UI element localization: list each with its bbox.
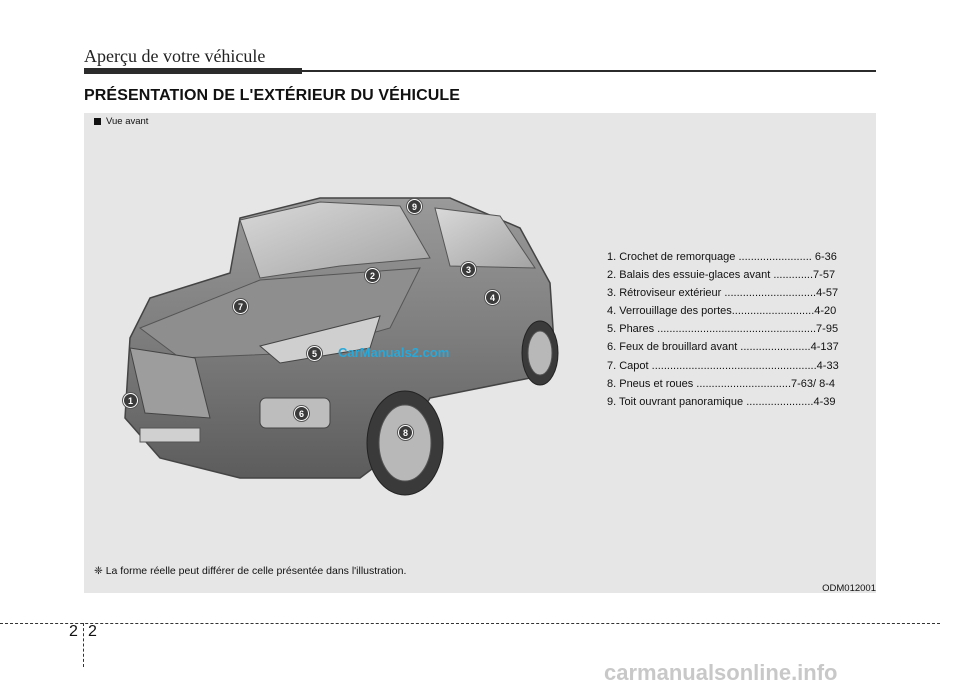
page-header-title: Aperçu de votre véhicule [84,46,266,66]
page-number: 2 [88,623,97,640]
plate-shape [140,428,200,442]
legend-item: 8. Pneus et roues ...............................7-63/ 8-4 [607,377,836,390]
callout-3: 3 [461,262,476,277]
header-rule-thick [84,68,302,74]
page-number-divider [83,623,84,667]
callout-4: 4 [485,290,500,305]
footer-watermark: carmanualsonline.info [604,660,838,685]
header-rule-thin [302,70,876,72]
callout-9: 9 [407,199,422,214]
callout-7: 7 [233,299,248,314]
rear-rim-shape [528,331,552,375]
parts-legend [607,248,864,411]
view-label [94,116,148,127]
site-watermark: CarManuals2.com [338,345,450,360]
footer-divider [0,623,940,624]
callout-1: 1 [123,393,138,408]
callout-2: 2 [365,268,380,283]
legend-item: 1. Crochet de remorquage ........................ 6-36 [607,251,837,263]
callout-8: 8 [398,425,413,440]
legend-item: 7. Capot ......................................................4-33 [607,359,839,372]
view-label-text: Vue avant [106,116,149,127]
legend-item: 9. Toit ouvrant panoramique ......................4-39 [607,395,836,408]
chapter-number: 2 [69,623,78,640]
callout-6: 6 [294,406,309,421]
callout-5: 5 [307,346,322,361]
car-illustration [100,188,570,508]
legend-item: 3. Rétroviseur extérieur ..............................4-57 [607,287,839,300]
legend-item: 2. Balais des essuie-glaces avant .............7-57 [607,269,836,282]
legend-item: 6. Feux de brouillard avant .......................4-137 [607,341,839,354]
front-rim-shape [379,405,431,481]
legend-item: 5. Phares ....................................................7-95 [607,323,839,336]
illustration-note: ❈ La forme réelle peut différer de celle présentée dans l'illustration. [94,565,407,577]
legend-item: 4. Verrouillage des portes...........................4-20 [607,305,837,318]
square-bullet-icon [94,118,101,125]
section-title: PRÉSENTATION DE L'EXTÉRIEUR DU VÉHICULE [84,87,461,104]
figure-code: ODM012001 [822,583,876,594]
